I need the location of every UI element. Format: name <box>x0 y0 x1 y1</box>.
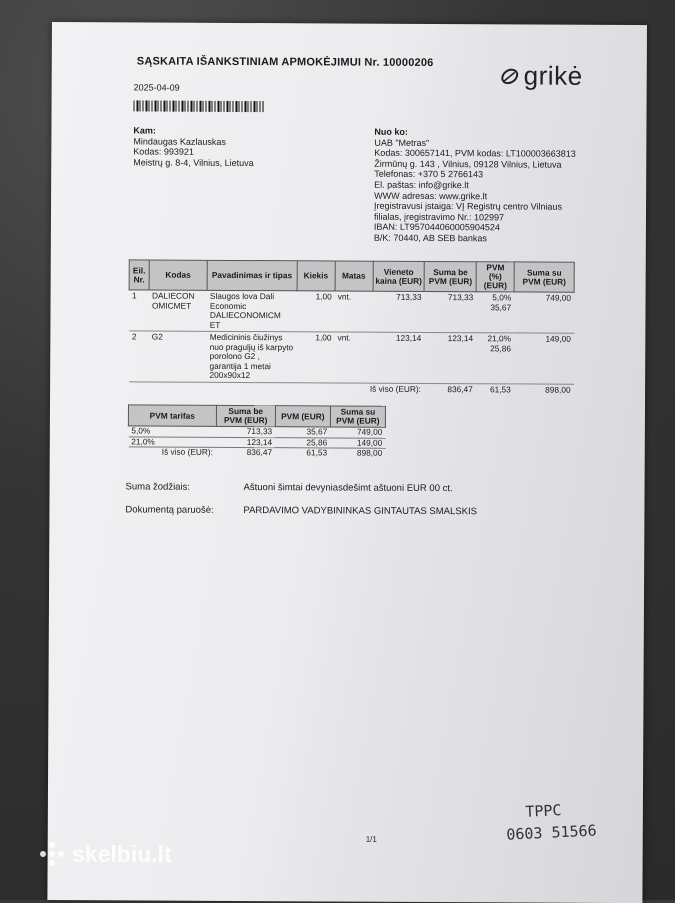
row-qty: 1,00 <box>297 291 335 332</box>
row-unit: vnt. <box>334 332 372 383</box>
handwritten-line: TPPC <box>524 801 562 821</box>
seller-heading: Nuo ko: <box>374 126 408 137</box>
items-total-vat: 61,53 <box>489 383 511 394</box>
seller-line: Žirmūnų g. 143 , Vilnius, 09128 Vilnius, Lietuva <box>374 158 562 170</box>
invoice-date: 2025-04-09 <box>133 82 180 93</box>
row-net: 123,14 <box>424 332 476 383</box>
seller-line: Telefonas: +370 5 2766143 <box>374 169 484 180</box>
row-vat-pct: 21,0% <box>487 333 512 344</box>
amount-in-words <box>126 481 453 494</box>
vat-header: PVM tarifas <box>128 405 216 426</box>
items-header: Suma su PVM (EUR) <box>514 262 574 292</box>
vat-summary-table <box>128 404 386 458</box>
items-total-label: Iš viso (EUR): <box>369 383 422 394</box>
seller-line: El. paštas: info@grike.lt <box>374 179 469 191</box>
vat-rate: 21,0% <box>128 436 216 447</box>
vat-amount: 25,86 <box>275 437 330 448</box>
watermark-text: skelbiu.lt <box>72 840 172 867</box>
vat-total-net: 836,47 <box>246 447 273 458</box>
row-vat <box>476 292 514 333</box>
prepared-value: PARDAVIMO VADYBININKAS GINTAUTAS SMALSKIS <box>243 505 477 518</box>
row-gross: 749,00 <box>514 292 574 333</box>
row-price: 123,14 <box>372 332 424 383</box>
items-header: Suma be PVM (EUR) <box>425 261 477 291</box>
row-gross: 149,00 <box>514 333 574 384</box>
row-code: DALIECON OMICMET <box>149 290 207 331</box>
seller-line: UAB "Metras" <box>374 137 430 148</box>
buyer-line: Meistrų g. 8-4, Vilnius, Lietuva <box>133 157 254 168</box>
seller-line: filialas, įregistravimo Nr.: 102997 <box>373 211 505 223</box>
items-header: Kiekis <box>297 261 335 291</box>
vat-amount: 35,67 <box>275 427 330 438</box>
row-vat-amount: 25,86 <box>490 342 511 353</box>
vat-header: Suma be PVM (EUR) <box>216 405 275 426</box>
prepared-label: Dokumentą paruošė: <box>125 504 214 516</box>
dots-logo-icon <box>38 840 66 868</box>
buyer-line: Kodas: 993921 <box>133 146 194 157</box>
items-header: Pavadinimas ir tipas <box>207 260 297 290</box>
grike-logo <box>500 60 583 91</box>
row-unit: vnt. <box>335 291 373 332</box>
row-name: Medicininis čiužinys nuo praguljų iš karpyto porolono G2 , garantija 1 metai 200x90x12 <box>206 331 296 382</box>
items-total-net: 836,47 <box>447 383 473 394</box>
vat-total-gross: 898,00 <box>356 447 383 458</box>
prepared-by <box>125 504 477 517</box>
invoice-title: SĄSKAITA IŠANKSTINIAM APMOKĖJIMUI Nr. 10000206 <box>136 55 434 69</box>
watermark <box>38 840 172 868</box>
table-row <box>129 331 574 384</box>
vat-gross: 149,00 <box>330 437 385 448</box>
amount-words-label: Suma žodžiais: <box>125 481 191 493</box>
page-number: 1/1 <box>365 834 377 844</box>
handwritten-line: 0603 51566 <box>505 821 598 844</box>
seller-line: B/K: 70440, AB SEB bankas <box>373 232 487 244</box>
vat-total-vat: 61,53 <box>306 447 328 458</box>
row-qty: 1,00 <box>296 332 334 383</box>
row-code: G2 <box>149 331 207 382</box>
amount-words-value: Aštuoni šimtai devyniasdešimt aštuoni EUR 00 ct. <box>243 482 453 495</box>
seller-block <box>374 127 605 245</box>
vat-header: PVM (EUR) <box>275 406 330 427</box>
items-header: PVM (%) (EUR) <box>476 262 514 292</box>
barcode <box>134 100 264 112</box>
seller-line: IBAN: LT957044060005904524 <box>373 222 500 233</box>
row-nr: 1 <box>129 290 149 331</box>
vat-net: 123,14 <box>216 437 275 448</box>
buyer-block <box>133 125 254 168</box>
items-table <box>128 259 575 395</box>
items-header: Matas <box>335 261 373 291</box>
buyer-line: Mindaugas Kazlauskas <box>133 136 226 147</box>
items-header: Eil. Nr. <box>129 260 149 290</box>
row-name: Slaugos lova Dali Economic DALIECONOMICM ET <box>207 290 297 331</box>
row-price: 713,33 <box>372 291 424 332</box>
items-header: Vieneto kaina (EUR) <box>373 261 425 291</box>
vat-rate: 5,0% <box>128 426 216 437</box>
buyer-heading: Kam: <box>133 125 156 136</box>
seller-line: WWW adresas: www.grike.lt <box>374 190 488 201</box>
vat-gross: 749,00 <box>330 427 385 438</box>
vat-total-label: Iš viso (EUR): <box>161 446 213 457</box>
row-vat-amount: 35,67 <box>490 301 512 312</box>
table-row <box>129 290 574 333</box>
invoice-paper <box>47 22 647 903</box>
row-vat-pct: 5,0% <box>492 292 512 303</box>
handwritten-note <box>505 798 597 846</box>
row-vat <box>476 333 514 384</box>
seller-line: Kodas: 300657141, PVM kodas: LT100003663813 <box>374 147 576 159</box>
row-nr: 2 <box>129 331 149 382</box>
leaf-logo-icon <box>500 66 520 86</box>
items-total-gross: 898,00 <box>545 384 571 395</box>
items-total-row <box>129 381 574 395</box>
row-net: 713,33 <box>424 291 476 332</box>
items-header: Kodas <box>149 260 207 290</box>
vat-net: 713,33 <box>216 426 275 437</box>
vat-total-row <box>128 447 385 458</box>
seller-line: Įregistravusi įstaiga: VĮ Registrų centro Vilniaus <box>374 200 562 212</box>
vat-header: Suma su PVM (EUR) <box>330 406 385 427</box>
logo-text: grikė <box>523 60 583 91</box>
